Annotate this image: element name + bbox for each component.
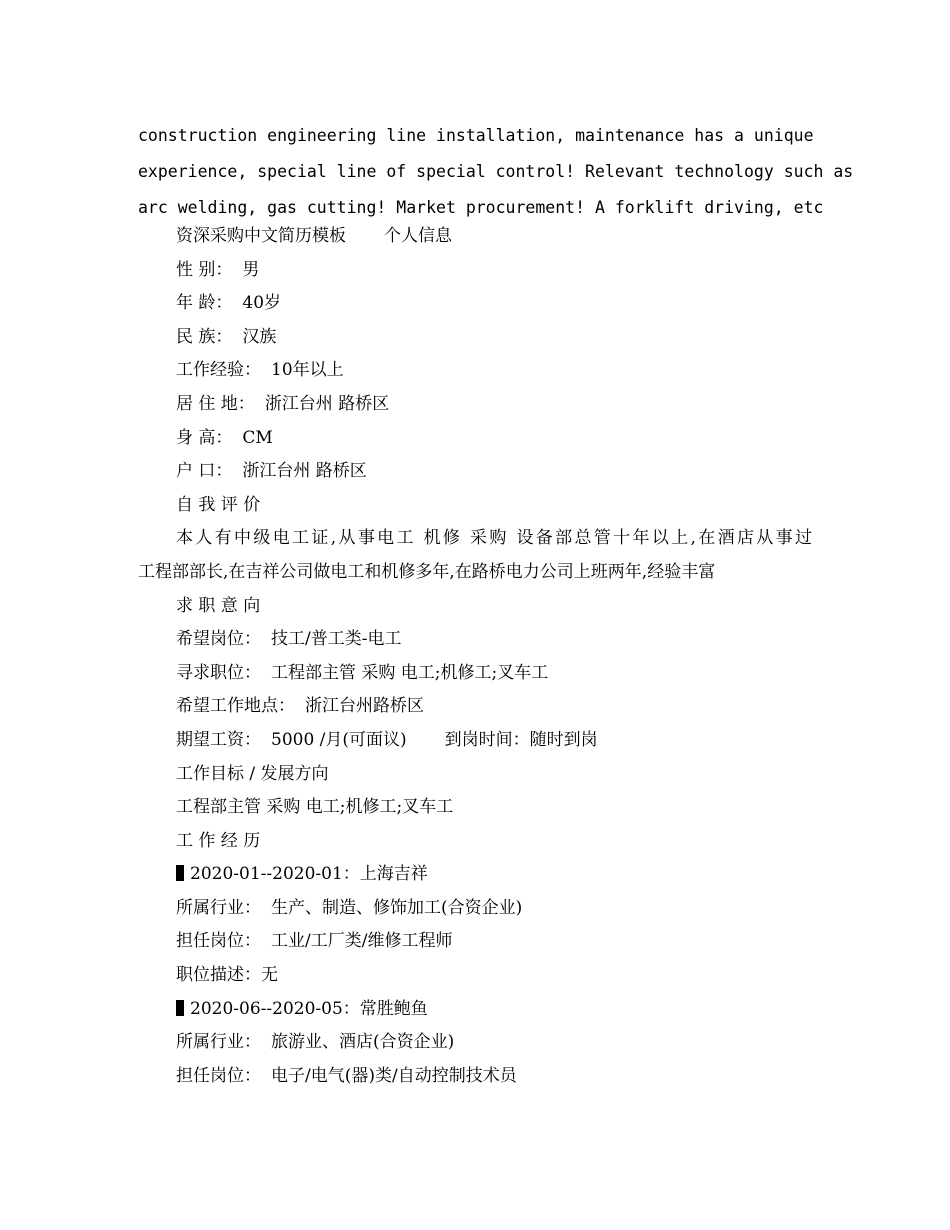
job-1-desc-row: [138, 959, 812, 993]
job-1-header: [138, 858, 812, 892]
desired-post-row: [138, 623, 812, 657]
salary-label: 期望工资：: [176, 729, 261, 750]
work-heading-text: 工 作 经 历: [176, 830, 261, 851]
gender-row: [138, 254, 812, 288]
seeking-value: 工程部主管 采购 电工;机修工;叉车工: [271, 662, 549, 683]
location-row: [138, 690, 812, 724]
personal-heading-row: [138, 220, 812, 254]
job-2-post-label: 担任岗位：: [176, 1065, 261, 1086]
work-heading: [138, 825, 812, 859]
goal-heading: [138, 758, 812, 792]
ethnicity-value: 汉族: [242, 326, 277, 347]
intro-line: arc welding, gas cutting! Market procurement! A forklift driving, etc: [138, 198, 824, 217]
seeking-label: 寻求职位：: [176, 662, 261, 683]
experience-row: [138, 354, 812, 388]
job-1-industry-value: 生产、制造、修饰加工(合资企业): [271, 897, 523, 918]
residence-row: [138, 388, 812, 422]
intent-heading-text: 求 职 意 向: [176, 595, 261, 616]
bullet-marker-icon: [176, 1000, 184, 1016]
job-2-header: [138, 993, 812, 1027]
job-1-industry-row: [138, 892, 812, 926]
location-label: 希望工作地点：: [176, 696, 295, 717]
job-1-post-row: [138, 925, 812, 959]
arrival-value: 随时到岗: [529, 729, 598, 750]
salary-row: [138, 724, 812, 758]
english-intro: [138, 118, 854, 226]
hukou-label: 户 口：: [176, 461, 233, 482]
goal-value-row: [138, 791, 812, 825]
self-eval-heading-text: 自 我 评 价: [176, 494, 261, 515]
age-row: [138, 287, 812, 321]
intro-line: construction engineering line installation, maintenance has a unique: [138, 126, 814, 145]
bullet-marker-icon: [176, 865, 184, 881]
height-value: CM: [242, 427, 273, 448]
job-2-post-value: 电子/电气(器)类/自动控制技术员: [271, 1065, 517, 1086]
job-1-industry-label: 所属行业：: [176, 897, 261, 918]
job-2-post-row: [138, 1060, 812, 1094]
intent-heading: [138, 590, 812, 624]
seeking-row: [138, 657, 812, 691]
location-value: 浙江台州路桥区: [305, 696, 424, 717]
hukou-row: [138, 455, 812, 489]
desired-post-label: 希望岗位：: [176, 629, 261, 650]
job-2-period-company: 2020-06--2020-05：常胜鲍鱼: [190, 998, 428, 1019]
resume-title: 资深采购中文简历模板: [176, 226, 346, 246]
self-eval-line-1: 本人有中级电工证,从事电工 机修 采购 设备部总管十年以上,在酒店从事过: [176, 528, 812, 549]
ethnicity-row: [138, 321, 812, 355]
job-1-desc-label: 职位描述：: [176, 965, 261, 986]
ethnicity-label: 民 族：: [176, 326, 233, 347]
gender-label: 性 别：: [176, 259, 233, 280]
resume-body: [138, 220, 812, 1093]
job-2-industry-row: [138, 1026, 812, 1060]
gender-value: 男: [242, 259, 260, 280]
goal-heading-text: 工作目标 / 发展方向: [176, 763, 329, 784]
salary-value: 5000 /月(可面议): [271, 729, 407, 750]
goal-value: 工程部主管 采购 电工;机修工;叉车工: [176, 797, 454, 818]
job-1-desc-value: 无: [261, 965, 278, 986]
hukou-value: 浙江台州 路桥区: [242, 461, 367, 482]
self-eval-heading: [138, 489, 812, 523]
residence-label: 居 住 地：: [176, 393, 255, 414]
desired-post-value: 技工/普工类-电工: [271, 629, 402, 650]
age-value: 40岁: [242, 293, 282, 314]
job-1-post-label: 担任岗位：: [176, 931, 261, 952]
intro-line: experience, special line of special control! Relevant technology such as: [138, 162, 854, 181]
job-1-post-value: 工业/工厂类/维修工程师: [271, 931, 453, 952]
job-1-period-company: 2020-01--2020-01：上海吉祥: [190, 864, 428, 885]
job-2-industry-label: 所属行业：: [176, 1032, 261, 1053]
height-row: [138, 422, 812, 456]
self-eval-line-2: 工程部部长,在吉祥公司做电工和机修多年,在路桥电力公司上班两年,经验丰富: [138, 561, 716, 582]
experience-value: 10年以上: [271, 360, 344, 381]
residence-value: 浙江台州 路桥区: [264, 393, 390, 414]
job-2-industry-value: 旅游业、酒店(合资企业): [271, 1032, 455, 1053]
arrival-label: 到岗时间：: [444, 729, 530, 750]
height-label: 身 高：: [176, 427, 233, 448]
experience-label: 工作经验：: [176, 360, 261, 381]
age-label: 年 龄：: [176, 293, 233, 314]
personal-info-heading: 个人信息: [384, 226, 452, 246]
